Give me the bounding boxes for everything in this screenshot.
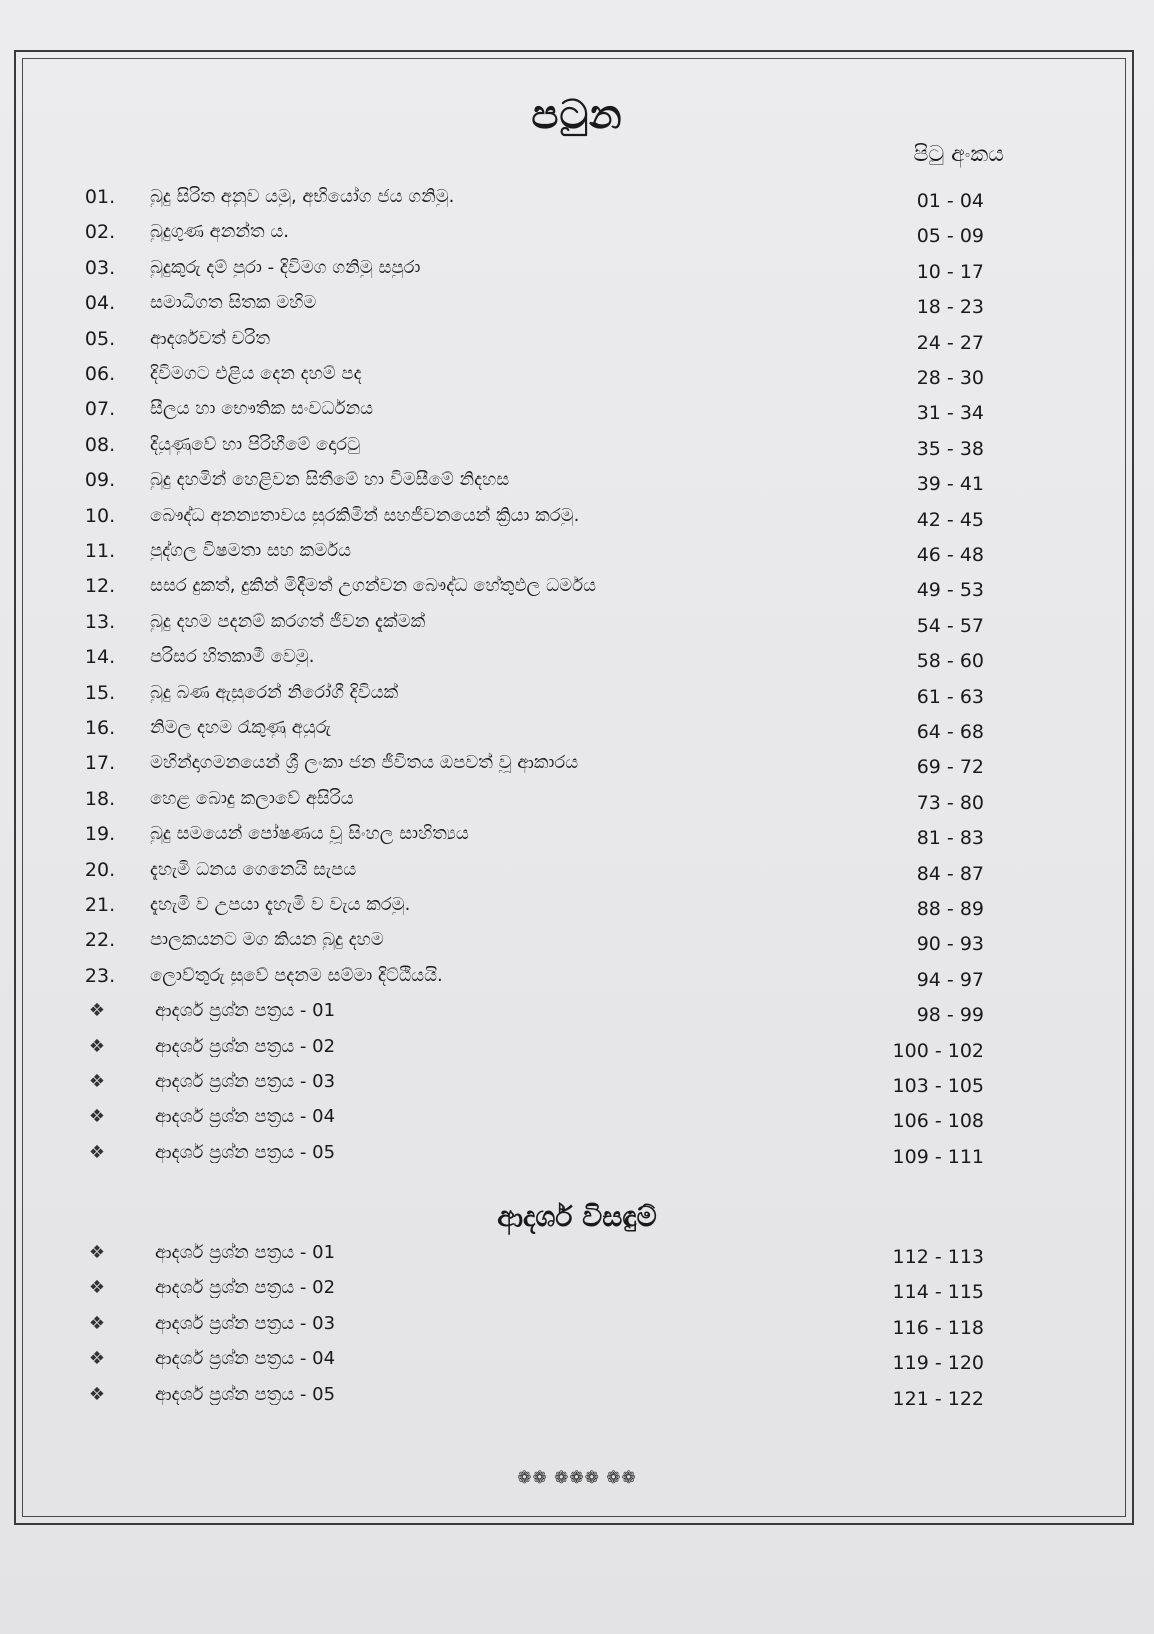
entry-pages: 112 - 113 (892, 1246, 984, 1268)
footer-ornament: ❁❁ ❁❁❁ ❁❁ (517, 1468, 637, 1488)
entry-title: සමාධිගත සිතක මහිම (150, 292, 317, 314)
list-item (0, 1138, 1154, 1172)
list-item (0, 1273, 1154, 1307)
entry-title: බුදු දහම පදනම් කරගත් ජීවන දැක්මක් (150, 610, 426, 632)
entry-pages: 42 - 45 (916, 508, 984, 531)
entry-pages: 98 - 99 (916, 1004, 984, 1027)
entry-pages: 121 - 122 (892, 1387, 984, 1410)
entry-pages: 81 - 83 (916, 827, 984, 850)
entry-number: 14. (84, 646, 116, 669)
entry-pages: 88 - 89 (916, 898, 984, 920)
list-item (0, 925, 1154, 959)
bullet-icon: ❖ (88, 1106, 106, 1128)
list-item (0, 182, 1154, 216)
entry-pages: 01 - 04 (916, 190, 984, 212)
entry-number: 11. (84, 540, 116, 562)
entry-number: 16. (84, 717, 116, 739)
entry-pages: 106 - 108 (892, 1110, 984, 1133)
bullet-icon: ❖ (88, 1348, 106, 1370)
entry-number: 17. (84, 752, 116, 775)
list-item (0, 1344, 1154, 1378)
list-item (0, 288, 1154, 322)
entry-title: මහින්දාගමනයෙන් ශ්‍රී ලංකා ජන ජීවිතය ඔපවත් වූ ආකාරය (150, 752, 579, 774)
list-item (0, 430, 1154, 464)
list-item (0, 961, 1154, 995)
bullet-icon: ❖ (88, 1383, 106, 1405)
entry-number: 06. (84, 363, 116, 385)
entry-title: බුදු සිරිත අනුව යමු, අභියෝග ජය ගනිමු. (150, 186, 455, 207)
list-item (0, 359, 1154, 393)
entry-title: පුද්ගල විෂමතා සහ කර්මය (150, 540, 352, 561)
entry-number: 12. (84, 575, 116, 598)
list-item (0, 748, 1154, 782)
list-item (0, 571, 1154, 605)
entry-title: බුදු දහමින් හෙළිවන සිතීමේ හා විමසීමේ නිදහස (150, 469, 510, 491)
entry-title: ආදර්ශ ප්‍රශ්න පත්‍රය - 04 (155, 1106, 336, 1128)
entry-pages: 54 - 57 (916, 614, 984, 637)
entry-title: දිවිමගට එළිය දෙන දහම් පද (150, 363, 362, 384)
bullet-icon: ❖ (88, 1277, 106, 1299)
entry-pages: 69 - 72 (916, 756, 984, 779)
entry-pages: 46 - 48 (916, 544, 984, 566)
list-item (0, 1032, 1154, 1066)
entry-title: ආදර්ශ ප්‍රශ්න පත්‍රය - 03 (155, 1312, 336, 1334)
entry-pages: 119 - 120 (892, 1352, 984, 1375)
list-item (0, 890, 1154, 924)
entry-number: 09. (84, 469, 116, 492)
list-item (0, 1309, 1154, 1343)
entry-title: නිමල දහම රැකුණු අයුරු (150, 717, 331, 738)
list-item (0, 394, 1154, 428)
entry-pages: 103 - 105 (892, 1075, 984, 1097)
list-item (0, 784, 1154, 818)
bullet-icon: ❖ (88, 1242, 106, 1263)
bullet-icon: ❖ (88, 1312, 106, 1334)
entry-title: පරිසර හිතකාමී වෙමු. (150, 646, 315, 668)
list-item (0, 217, 1154, 251)
entry-number: 15. (84, 681, 116, 704)
bullet-icon: ❖ (88, 1035, 106, 1057)
entry-number: 13. (84, 610, 116, 633)
entry-number: 05. (84, 327, 116, 350)
entry-number: 08. (84, 433, 116, 456)
entry-pages: 94 - 97 (916, 968, 984, 991)
list-item (0, 678, 1154, 712)
list-item (0, 465, 1154, 499)
list-item (0, 501, 1154, 535)
entry-pages: 39 - 41 (916, 473, 984, 496)
list-item (0, 1067, 1154, 1101)
answers-section-title: ආදර්ශ විසඳුම් (497, 1200, 657, 1233)
list-item (0, 253, 1154, 287)
page-number-column-header: පිටු අංකය (913, 142, 1004, 167)
entry-pages: 05 - 09 (916, 225, 984, 248)
entry-number: 21. (84, 894, 116, 916)
entry-title: ආදර්ශ ප්‍රශ්න පත්‍රය - 05 (155, 1141, 336, 1163)
list-item (0, 536, 1154, 570)
entry-title: බුදු බණ ඇසුරෙන් නිරෝගී දිවියක් (150, 681, 399, 703)
bullet-icon: ❖ (88, 1141, 106, 1163)
entry-pages: 35 - 38 (916, 437, 984, 460)
entry-pages: 116 - 118 (892, 1316, 984, 1339)
entry-title: දියුණුවේ හා පිරිහීමේ දොරටු (150, 433, 361, 455)
entry-title: හෙළ බොදු කලාවේ අසිරිය (150, 787, 354, 809)
entry-title: ආදර්ශ ප්‍රශ්න පත්‍රය - 01 (155, 1000, 336, 1022)
entry-title: බුදු සමයෙන් පෝෂණය වූ සිංහල සාහිත්‍යය (150, 823, 469, 845)
entry-title: බුදුකුරු දම් පුරා - දිවිමග ගනිමු සපුරා (150, 256, 421, 278)
entry-title: ආදර්ශවත් චරිත (150, 327, 271, 349)
list-item (0, 855, 1154, 889)
entry-title: සීලය හා භෞතික සංවර්ධනය (150, 398, 374, 420)
entry-pages: 114 - 115 (892, 1281, 984, 1304)
entry-pages: 64 - 68 (916, 721, 984, 743)
bullet-icon: ❖ (88, 1000, 106, 1022)
entry-number: 03. (84, 256, 116, 279)
entry-number: 02. (84, 221, 116, 244)
list-item (0, 1102, 1154, 1136)
entry-number: 10. (84, 504, 116, 527)
list-item (0, 1380, 1154, 1414)
entry-number: 18. (84, 787, 116, 810)
entry-pages: 58 - 60 (916, 650, 984, 673)
entry-title: ආදර්ශ ප්‍රශ්න පත්‍රය - 04 (155, 1348, 336, 1370)
entry-pages: 10 - 17 (916, 260, 984, 283)
page-title: පටුන (531, 92, 623, 138)
entry-number: 19. (84, 823, 116, 846)
entry-title: ආදර්ශ ප්‍රශ්න පත්‍රය - 02 (155, 1035, 336, 1057)
entry-title: බුදුගුණ අනන්ත ය. (150, 221, 289, 243)
entry-pages: 84 - 87 (916, 862, 984, 885)
list-item (0, 713, 1154, 747)
entry-pages: 61 - 63 (916, 685, 984, 708)
entry-number: 22. (84, 929, 116, 952)
entry-pages: 90 - 93 (916, 933, 984, 956)
entry-number: 04. (84, 292, 116, 315)
list-item (0, 324, 1154, 358)
list-item (0, 819, 1154, 853)
entry-title: ලොව්තුරු සුවේ පදනම සම්මා දිට්ඨියයි. (150, 964, 443, 986)
entry-pages: 49 - 53 (916, 579, 984, 602)
entry-title: පාලකයනට මග කියන බුදු දහම (150, 929, 384, 951)
bullet-icon: ❖ (88, 1071, 106, 1092)
list-item (0, 607, 1154, 641)
entry-pages: 73 - 80 (916, 791, 984, 814)
entry-title: ආදර්ශ ප්‍රශ්න පත්‍රය - 05 (155, 1383, 336, 1405)
entry-number: 01. (84, 186, 116, 208)
entry-title: ආදර්ශ ප්‍රශ්න පත්‍රය - 02 (155, 1277, 336, 1299)
entry-title: සසර දුකත්, දුකින් මිදීමත් උගන්වන බෞද්ධ හේතුඵල ධර්මය (150, 575, 597, 597)
list-item (0, 996, 1154, 1030)
entry-pages: 28 - 30 (916, 367, 984, 389)
entry-pages: 31 - 34 (916, 402, 984, 425)
entry-pages: 18 - 23 (916, 296, 984, 319)
entry-number: 20. (84, 858, 116, 881)
entry-number: 23. (84, 964, 116, 987)
entry-title: දැහැමි ධනය ගෙනෙයි සැපය (150, 858, 357, 880)
entry-pages: 100 - 102 (892, 1039, 984, 1062)
list-item (0, 1238, 1154, 1272)
entry-title: දැහැමි ව උපයා දැහැමි ව වැය කරමු. (150, 894, 411, 915)
list-item (0, 642, 1154, 676)
entry-title: බෞද්ධ අනන්‍යතාවය සුරකිමින් සහජීවනයෙන් ක්‍රියා කරමු. (150, 504, 580, 526)
entry-pages: 109 - 111 (892, 1145, 984, 1168)
entry-pages: 24 - 27 (916, 331, 984, 354)
entry-number: 07. (84, 398, 116, 421)
entry-title: ආදර්ශ ප්‍රශ්න පත්‍රය - 03 (155, 1071, 336, 1092)
entry-title: ආදර්ශ ප්‍රශ්න පත්‍රය - 01 (155, 1242, 336, 1263)
